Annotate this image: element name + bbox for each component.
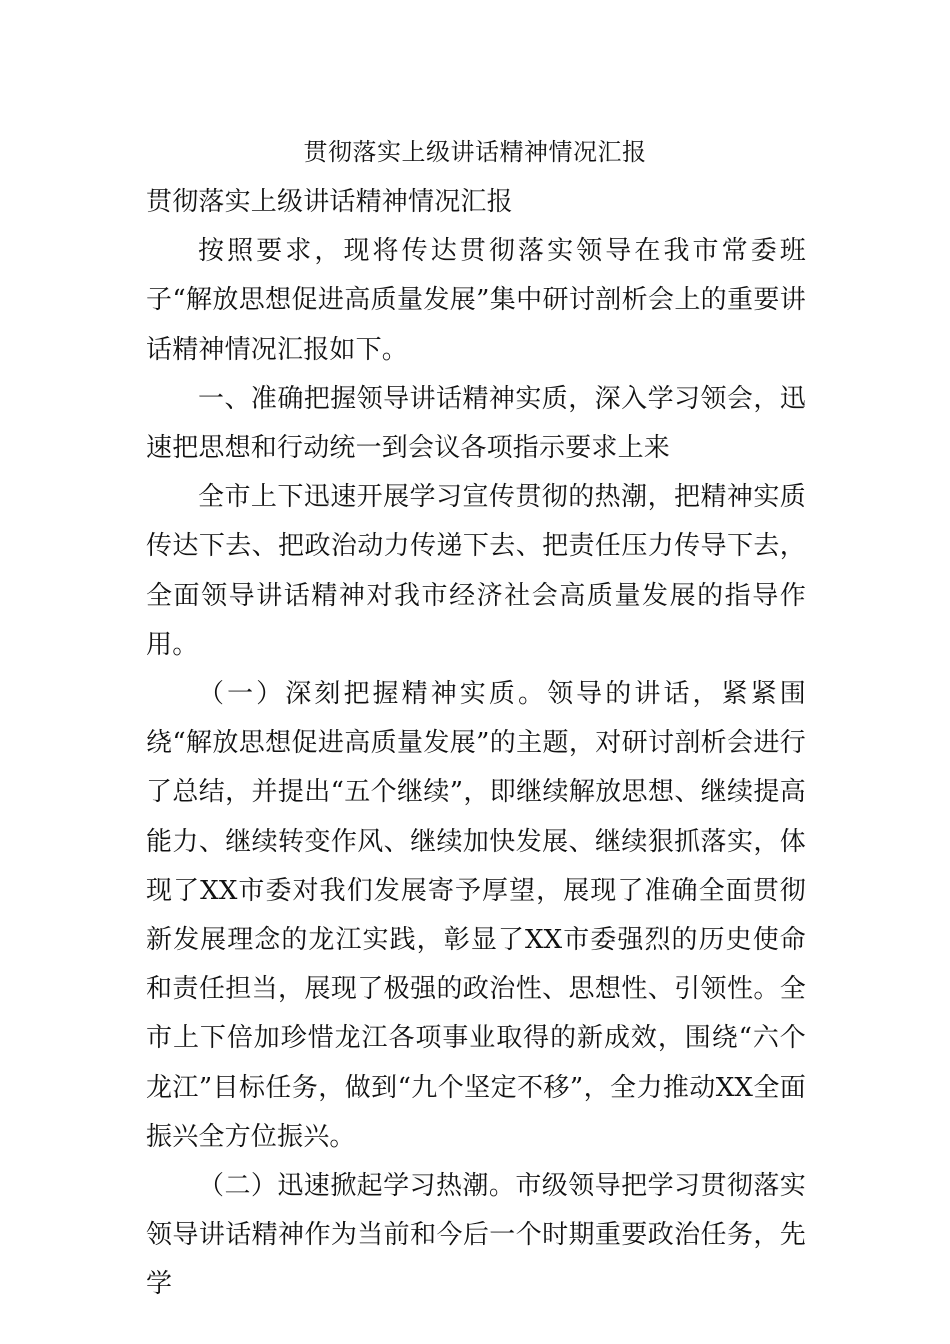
document-body xyxy=(146,178,806,1310)
document-title: 贯彻落实上级讲话精神情况汇报 xyxy=(303,138,647,166)
section-heading-1: 一、准确把握领导讲话精神实质，深入学习领会，迅速把思想和行动统一到会议各项指示要求上来 xyxy=(146,383,806,464)
section-1-paragraph: 全市上下迅速开展学习宣传贯彻的热潮，把精神实质传达下去、把政治动力传递下去、把责任压力传导下去，全面领导讲话精神对我市经济社会高质量发展的指导作用。 xyxy=(146,482,806,660)
repeated-title-line: 贯彻落实上级讲话精神情况汇报 xyxy=(146,187,513,217)
subsection-2-paragraph: （二）迅速掀起学习热潮。市级领导把学习贯彻落实领导讲话精神作为当前和今后一个时期重要政治任务，先学 xyxy=(146,1171,806,1300)
intro-paragraph: 按照要求，现将传达贯彻落实领导在我市常委班子“解放思想促进高质量发展”集中研讨剖析会上的重要讲话精神情况汇报如下。 xyxy=(146,236,806,365)
subsection-1-paragraph: （一）深刻把握精神实质。领导的讲话，紧紧围绕“解放思想促进高质量发展”的主题，对研讨剖析会进行了总结，并提出“五个继续”，即继续解放思想、继续提高能力、继续转变作风、继续加快发展、继续狠抓落实，体现了XX市委对我们发展寄予厚望，展现了准确全面贯彻新发展理念的龙江实践，彰显了XX市委强烈的历史使命和责任担当，展现了极强的政治性、思想性、引领性。全市上下倍加珍惜龙江各项事业取得的新成效，围绕“六个龙江”目标任务，做到“九个坚定不移”，全力推动XX全面振兴全方位振兴。 xyxy=(146,679,806,1152)
